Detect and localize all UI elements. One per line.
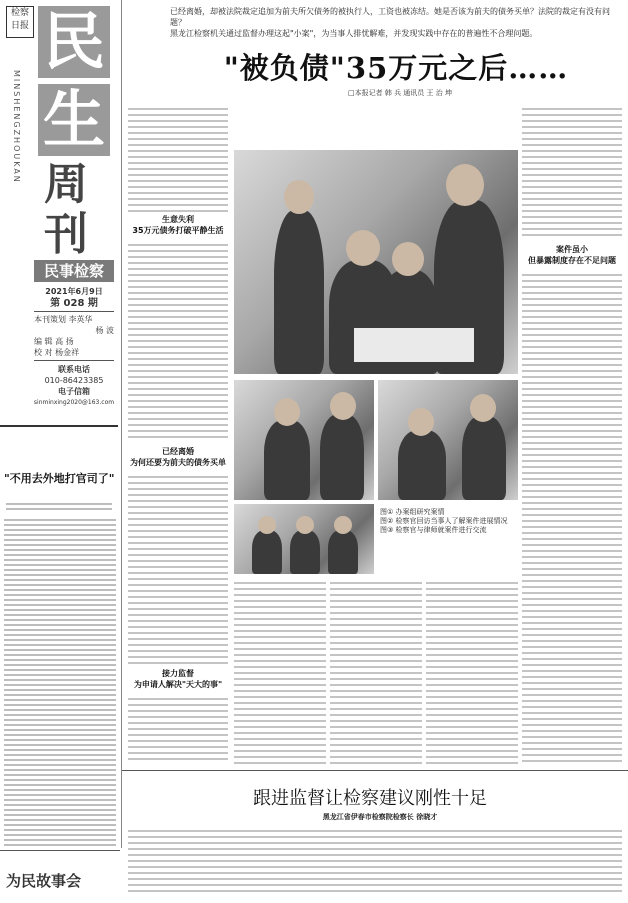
subhead-line: 案件虽小 — [556, 245, 588, 254]
phone-number: 010-86423385 — [44, 376, 104, 385]
subhead-4 — [522, 244, 622, 266]
email-address: sinminxing2020@163.com — [33, 399, 115, 406]
article-text-col4 — [426, 578, 518, 764]
photo-2-visit — [234, 380, 374, 500]
subhead-2 — [128, 446, 228, 468]
column-rule — [121, 0, 122, 848]
subhead-line: 为申请人解决"天大的事" — [133, 680, 223, 689]
sidebar-body-text — [4, 516, 116, 846]
sidebar-headline: "不用去外地打官司了" — [4, 472, 115, 485]
contact-label: 联系电话 — [58, 365, 90, 374]
title-suffix: 周刊 — [44, 159, 88, 260]
divider — [0, 425, 118, 427]
photo-captions — [380, 508, 518, 535]
divider — [0, 850, 120, 851]
subhead-line: 接力监督 — [162, 669, 194, 678]
bottom-byline: 黑龙江省伊春市检察院检察长 徐晓才 — [322, 813, 438, 821]
pinyin-vertical: MINSHENGZHOUKAN — [12, 70, 21, 184]
bottom-headline: 跟进监督让检察建议刚性十足 — [253, 788, 487, 809]
email-label: 电子信箱 — [58, 387, 90, 396]
photo-3-lawyer — [378, 380, 518, 500]
editor-line: 校 对 杨金祥 — [34, 348, 80, 357]
photo-caption: 图③ 检察官与律师就案件进行交流 — [380, 526, 487, 534]
article-text-col3 — [330, 578, 422, 764]
editor-line: 编 辑 高 扬 — [34, 337, 74, 346]
bottom-body-text — [128, 826, 622, 896]
photo-caption: 图② 检察官回访当事人了解案件进展情况 — [380, 517, 508, 525]
article-text-col2 — [234, 578, 326, 764]
subhead-line: 但暴露制度存在不足问题 — [528, 256, 616, 265]
article-text-col1a — [128, 104, 228, 212]
subhead-line: 35万元债务打破平静生活 — [132, 226, 224, 235]
article-text-col5b — [522, 270, 622, 764]
lead-intro-line: 已经离婚，却被法院裁定追加为前夫所欠债务的被执行人，工资也被冻结。她是否该为前夫的债务买单？法院的裁定有没有问题？ — [170, 7, 610, 27]
main-headline: "被负债"35万元之后…… — [223, 51, 569, 85]
issue-number: 第 028 期 — [50, 298, 98, 309]
section-badge: 民事检察 — [34, 260, 114, 282]
sidebar-byline — [6, 500, 112, 510]
divider — [34, 360, 114, 361]
article-text-col1b — [128, 240, 228, 440]
masthead — [0, 0, 118, 420]
paper-logo — [6, 6, 34, 38]
subhead-line: 已经离婚 — [162, 447, 194, 456]
subhead-line: 为何还要为前夫的债务买单 — [130, 458, 226, 467]
main-byline: □本报记者 韩 兵 通讯员 王 治 坤 — [348, 89, 452, 97]
lead-intro — [170, 6, 620, 39]
divider — [34, 311, 114, 312]
paper-name: 检察日报 — [10, 8, 29, 31]
column-name-badge: 为民故事会 — [6, 872, 82, 890]
subhead-line: 生意失利 — [162, 215, 194, 224]
divider — [122, 770, 628, 771]
editor-line: 本刊策划 李英华 — [34, 315, 93, 324]
editor-line: 杨 波 — [95, 326, 114, 335]
article-text-col1c — [128, 472, 228, 664]
photo-1-case-study — [234, 150, 518, 374]
title-char-2: 生 — [38, 84, 110, 156]
subhead-1 — [128, 214, 228, 236]
article-text-col1d — [128, 694, 228, 764]
photo-4-meeting — [234, 504, 374, 574]
photo-caption: 图① 办案组研究案情 — [380, 508, 445, 516]
lead-intro-line: 黑龙江检察机关通过监督办理这起"小案"，为当事人排忧解难，并发现实践中存在的普遍性不合理问题。 — [170, 29, 538, 38]
article-text-col5a — [522, 104, 622, 238]
issue-date: 2021年6月9日 — [45, 287, 103, 296]
subhead-3 — [128, 668, 228, 690]
title-char-1: 民 — [38, 6, 110, 78]
